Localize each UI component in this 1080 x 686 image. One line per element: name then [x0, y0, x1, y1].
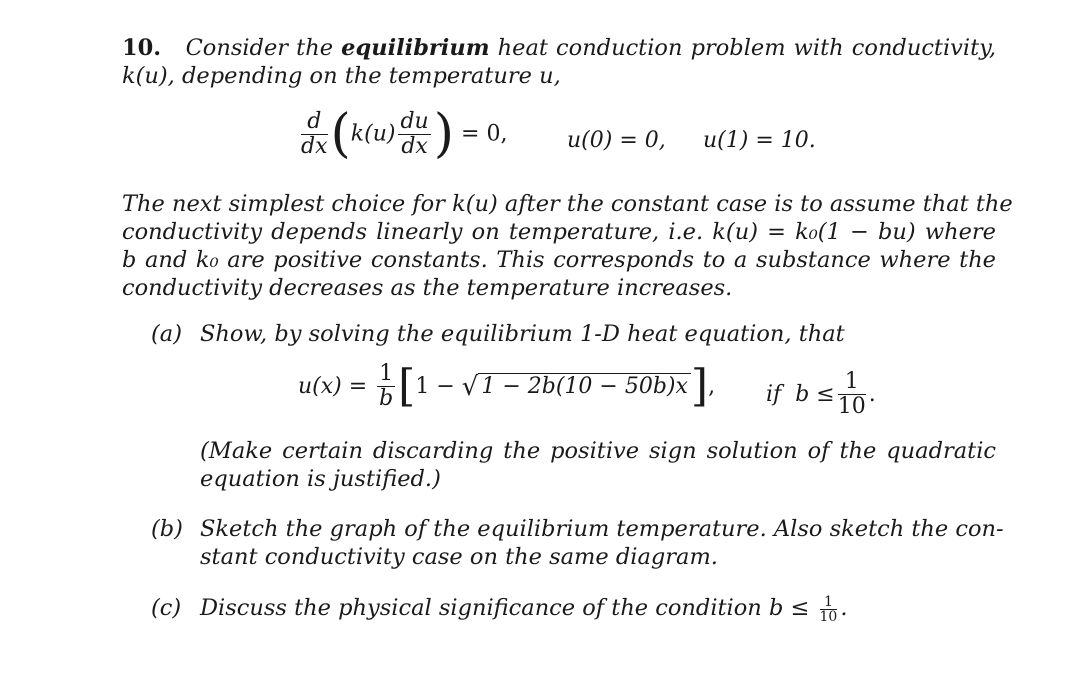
intro-text-b: heat conduction problem with conductivity, [489, 35, 996, 61]
problem-intro-line1 [122, 34, 996, 62]
intro-text-a: Consider the [185, 35, 342, 61]
left-paren: ( [330, 104, 351, 164]
paragraph-line-4: conductivity decreases as the temperature increases. [122, 275, 733, 301]
condition [766, 370, 876, 419]
part-a-note-line2: equation is justified.) [200, 466, 441, 492]
part-a-label: (a) [151, 321, 182, 347]
du-dx-fraction [398, 110, 430, 159]
right-bracket: ] [690, 360, 709, 412]
square-root [462, 372, 691, 402]
one-over-b-fraction [377, 362, 395, 411]
condition-b: b ≤ [795, 382, 835, 407]
right-paren: ) [433, 104, 455, 164]
part-b-label: (b) [151, 516, 183, 542]
one-numerator: 1 [379, 361, 394, 386]
part-c-frac-den: 10 [819, 608, 838, 625]
d-dx-fraction [301, 110, 328, 159]
intro-bold-word: equilibrium [341, 35, 490, 61]
part-c-period: . [840, 595, 848, 621]
solution-formula [298, 362, 715, 411]
part-c-fraction [820, 595, 838, 624]
du-numerator: du [400, 108, 429, 134]
d-numerator: d [301, 110, 328, 135]
one-tenth-fraction [838, 370, 866, 419]
radical-sign: √ [461, 371, 479, 402]
problem-number: 10. [122, 35, 162, 61]
condition-if: if [766, 382, 782, 407]
condition-period: . [868, 382, 876, 407]
k-of-u: k(u) [350, 121, 396, 147]
paragraph-line-2: conductivity depends linearly on temperature, i.e. k(u) = k₀(1 − bu) where [122, 219, 996, 245]
u-of-x-lhs: u(x) = [298, 374, 368, 399]
formula-comma: , [708, 374, 716, 399]
radicand: 1 − 2b(10 − 50b)x [478, 373, 691, 400]
part-a-text: Show, by solving the equilibrium 1-D heat equation, that [200, 321, 845, 347]
part-c-text [200, 594, 996, 624]
problem-intro-line2: k(u), depending on the temperature u, [122, 63, 561, 89]
paragraph-line-1: The next simplest choice for k(u) after the constant case is to assume that the [122, 191, 1013, 217]
part-a-note-line1: (Make certain discarding the positive sign solution of the quadratic [200, 438, 996, 464]
part-c-label: (c) [151, 595, 182, 621]
one-tenth-num: 1 [838, 370, 866, 395]
one-tenth-den: 10 [837, 394, 866, 419]
dx-denominator-2: dx [401, 133, 428, 159]
equals-zero: = 0, [461, 121, 508, 147]
part-c-sentence: Discuss the physical significance of the condition b ≤ [200, 595, 810, 621]
dx-denominator: dx [301, 133, 328, 159]
boundary-condition-2: u(1) = 10. [703, 128, 816, 153]
b-denominator: b [379, 386, 394, 411]
one-minus: 1 − [415, 374, 455, 399]
paragraph-line-3: b and k₀ are positive constants. This corresponds to a substance where the [122, 247, 996, 273]
part-b-line2: stant conductivity case on the same diagram. [200, 544, 718, 570]
boundary-condition-1: u(0) = 0, [567, 128, 666, 153]
part-c-frac-num: 1 [820, 595, 838, 610]
bvp-equation [298, 104, 508, 164]
left-bracket: [ [398, 360, 416, 412]
part-b-line1: Sketch the graph of the equilibrium temperature. Also sketch the con- [200, 516, 1004, 542]
